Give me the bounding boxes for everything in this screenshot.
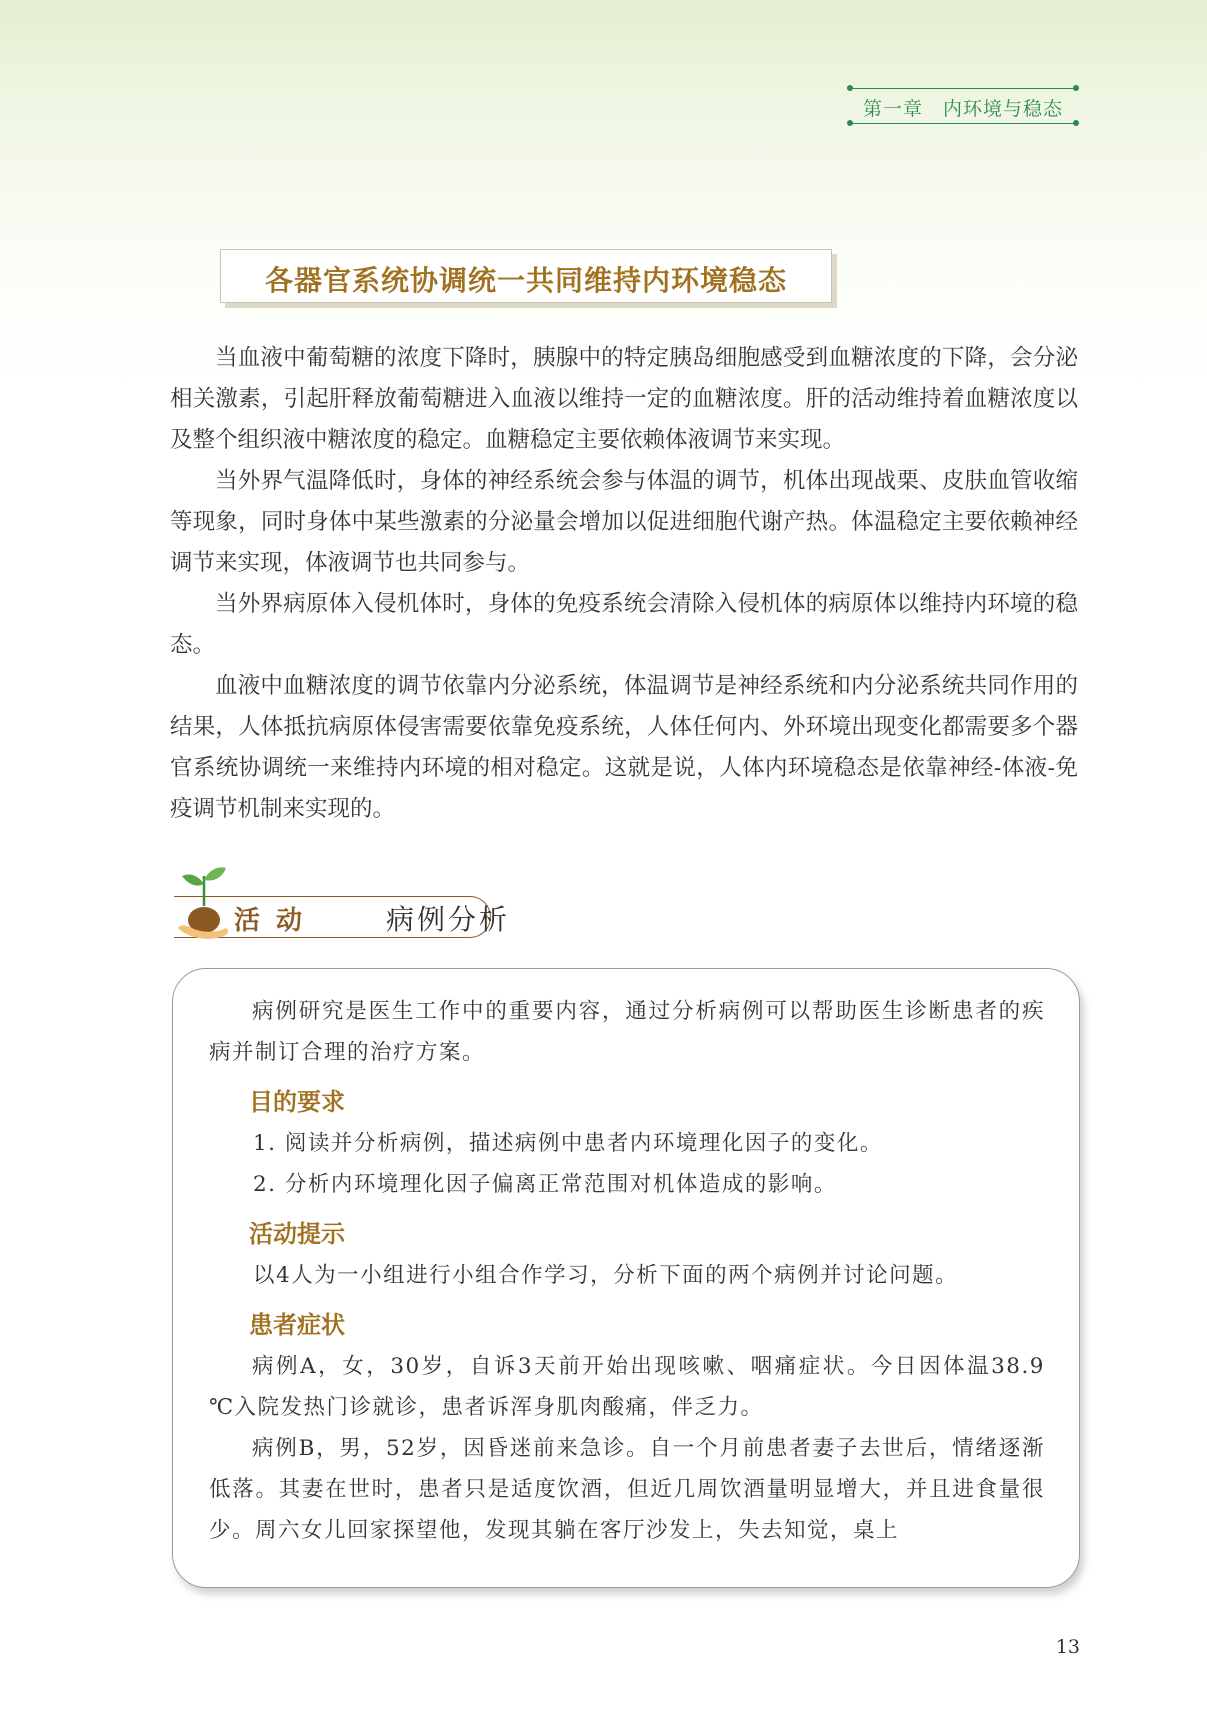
body-paragraph: 当外界气温降低时，身体的神经系统会参与体温的调节，机体出现战栗、皮肤血管收缩等现象，同时身体中某些激素的分泌量会增加以促进细胞代谢产热。体温稳定主要依赖神经调节来实现，体液调节也共同参与。 — [170, 468, 1078, 576]
chapter-header — [849, 86, 1077, 126]
chapter-title: 第一章 内环境与稳态 — [862, 98, 1063, 120]
card-intro: 病例研究是医生工作中的重要内容，通过分析病例可以帮助医生诊断患者的疾病并制订合理的治疗方案。 — [209, 999, 1045, 1065]
objectives-heading: 目的要求 — [249, 1088, 345, 1116]
activity-topic: 病例分析 — [386, 903, 511, 936]
activity-label: 活动 — [234, 906, 319, 936]
section-heading-box — [220, 249, 832, 303]
case-a-text: 病例A，女，30岁，自诉3天前开始出现咳嗽、咽痛症状。今日因体温38.9 ℃入院发热门诊就诊，患者诉浑身肌肉酸痛，伴乏力。 — [209, 1354, 1045, 1420]
page-number: 13 — [1055, 1636, 1080, 1658]
tips-text: 以4人为一小组进行小组合作学习，分析下面的两个病例并讨论问题。 — [253, 1263, 959, 1288]
body-paragraph: 当血液中葡萄糖的浓度下降时，胰腺中的特定胰岛细胞感受到血糖浓度的下降，会分泌相关激素，引起肝释放葡萄糖进入血液以维持一定的血糖浓度。肝的活动维持着血糖浓度以及整个组织液中糖浓度的稳定。血糖稳定主要依赖体液调节来实现。 — [170, 345, 1078, 453]
body-text — [170, 338, 1078, 830]
header-rule-top — [849, 88, 1077, 89]
tips-heading: 活动提示 — [249, 1220, 345, 1248]
section-title: 各器官系统协调统一共同维持内环境稳态 — [264, 264, 787, 297]
objective-item: 2. 分析内环境理化因子偏离正常范围对机体造成的影响。 — [253, 1172, 837, 1197]
header-rule-bottom — [849, 123, 1077, 124]
case-b-text: 病例B，男，52岁，因昏迷前来急诊。自一个月前患者妻子去世后，情绪逐渐低落。其妻在世时，患者只是适度饮酒，但近几周饮酒量明显增大，并且进食量很少。周六女儿回家探望他，发现其躺在客厅沙发上，失去知觉，桌上 — [209, 1436, 1045, 1543]
body-paragraph: 血液中血糖浓度的调节依靠内分泌系统，体温调节是神经系统和内分泌系统共同作用的结果，人体抵抗病原体侵害需要依靠免疫系统，人体任何内、外环境出现变化都需要多个器官系统协调统一来维持内环境的相对稳定。这就是说，人体内环境稳态是依靠神经-体液-免疫调节机制来实现的。 — [170, 673, 1078, 822]
activity-card — [172, 968, 1080, 1588]
symptoms-heading: 患者症状 — [249, 1311, 345, 1339]
body-paragraph: 当外界病原体入侵机体时，身体的免疫系统会清除入侵机体的病原体以维持内环境的稳态。 — [170, 591, 1078, 658]
sprout-in-hand-icon — [174, 862, 238, 946]
objective-item: 1. 阅读并分析病例，描述病例中患者内环境理化因子的变化。 — [253, 1131, 883, 1156]
activity-banner — [168, 862, 528, 946]
